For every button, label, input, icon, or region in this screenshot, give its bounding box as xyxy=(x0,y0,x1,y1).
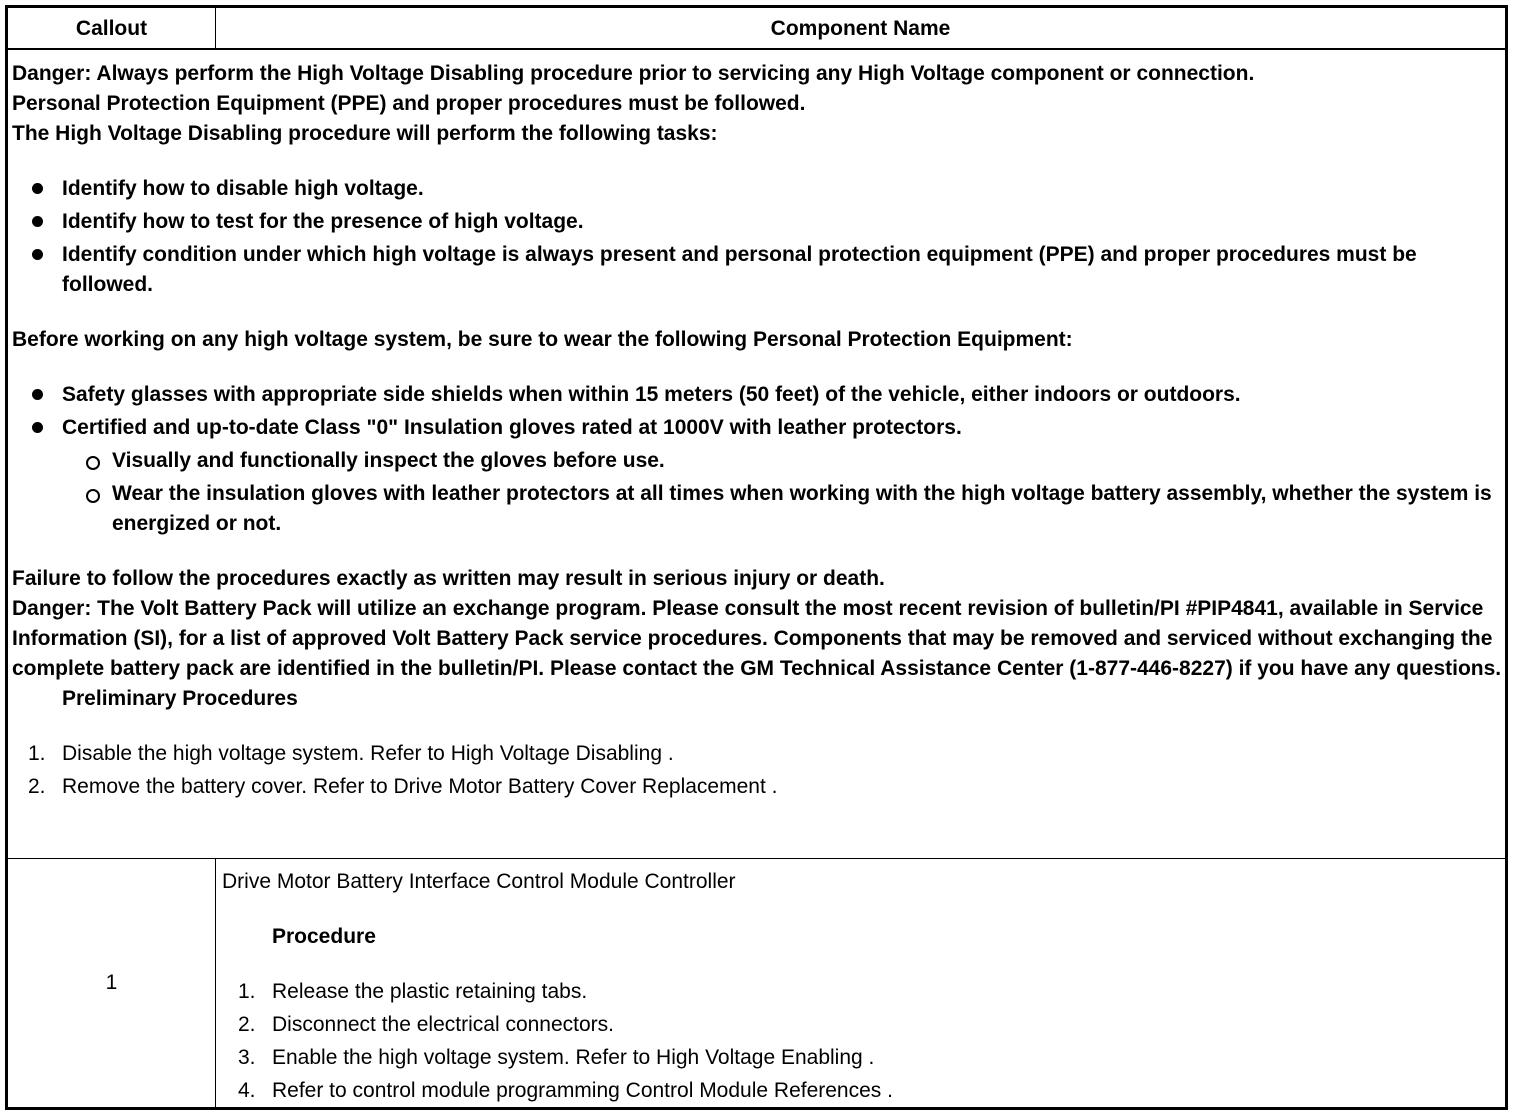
step-text: Disconnect the electrical connectors. xyxy=(272,1013,614,1036)
glove-sublist xyxy=(12,446,1505,539)
sub-list-item: Wear the insulation gloves with leather protectors at all times when working with the high voltage battery assembly, whether the system is energized or not. xyxy=(12,479,1505,539)
step-item xyxy=(12,739,1505,769)
list-item: Safety glasses with appropriate side shields when within 15 meters (50 feet) of the vehicle, either indoors or outdoors. xyxy=(12,380,1505,410)
ppe-list xyxy=(12,380,1505,539)
step-text: Remove the battery cover. Refer to Drive Motor Battery Cover Replacement . xyxy=(62,775,778,798)
danger-exchange-program: Danger: The Volt Battery Pack will utilize an exchange program. Please consult the most recent revision of bulletin/PI #PIP4841, available in Service Information (SI), for a list of approved Volt Battery Pack service procedures. Components that may be removed and serviced without exchanging the complete battery pack are identified in the bulletin/PI. Please contact the GM Technical Assistance Center (1-877-446-8227) if you have any questions. xyxy=(12,597,1502,680)
header-component-name: Component Name xyxy=(770,17,951,40)
step-item xyxy=(222,977,1505,1007)
tasks-intro: The High Voltage Disabling procedure will perform the following tasks: xyxy=(12,122,718,145)
list-item: Identify how to disable high voltage. xyxy=(12,174,1505,204)
callout-number: 1 xyxy=(105,971,118,994)
list-item xyxy=(12,413,1505,539)
step-item xyxy=(12,772,1505,802)
failure-warning: Failure to follow the procedures exactly as written may result in serious injury or death. xyxy=(12,567,885,590)
procedure-steps xyxy=(222,977,1505,1106)
table-header xyxy=(8,8,1505,50)
header-callout: Callout xyxy=(8,8,216,48)
procedure-table xyxy=(5,5,1508,1110)
step-text: Enable the high voltage system. Refer to High Voltage Enabling . xyxy=(272,1046,875,1069)
step-number: 1. xyxy=(238,980,256,1003)
step-item xyxy=(222,1043,1505,1073)
ppe-text: Personal Protection Equipment (PPE) and proper procedures must be followed. xyxy=(12,92,806,115)
step-item xyxy=(222,1076,1505,1106)
component-cell xyxy=(216,859,1505,1107)
sub-list-item: Visually and functionally inspect the gloves before use. xyxy=(12,446,1505,476)
step-number: 1. xyxy=(28,742,46,765)
list-item: Identify condition under which high voltage is always present and personal protection equipment (PPE) and proper procedures must be followed. xyxy=(12,240,1505,300)
procedure-title: Procedure xyxy=(272,925,376,948)
step-text: Release the plastic retaining tabs. xyxy=(272,980,588,1003)
list-item: Identify how to test for the presence of high voltage. xyxy=(12,207,1505,237)
table-row xyxy=(8,859,1505,1107)
step-text: Disable the high voltage system. Refer to High Voltage Disabling . xyxy=(62,742,674,765)
step-number: 2. xyxy=(238,1013,256,1036)
callout-cell xyxy=(8,859,216,1107)
ppe-intro: Before working on any high voltage system, be sure to wear the following Personal Protection Equipment: xyxy=(12,328,1073,351)
step-number: 2. xyxy=(28,775,46,798)
tasks-list xyxy=(12,174,1505,300)
preliminary-title: Preliminary Procedures xyxy=(62,687,298,710)
step-text: Refer to control module programming Control Module References . xyxy=(272,1079,893,1102)
component-name: Drive Motor Battery Interface Control Module Controller xyxy=(222,870,736,893)
warning-cell xyxy=(8,50,1505,859)
step-item xyxy=(222,1010,1505,1040)
step-number: 3. xyxy=(238,1046,256,1069)
list-item-text: Certified and up-to-date Class "0" Insulation gloves rated at 1000V with leather protectors. xyxy=(62,416,962,439)
preliminary-steps xyxy=(12,739,1505,802)
step-number: 4. xyxy=(238,1079,256,1102)
danger-text: Danger: Always perform the High Voltage Disabling procedure prior to servicing any High Voltage component or connection. xyxy=(12,62,1255,85)
